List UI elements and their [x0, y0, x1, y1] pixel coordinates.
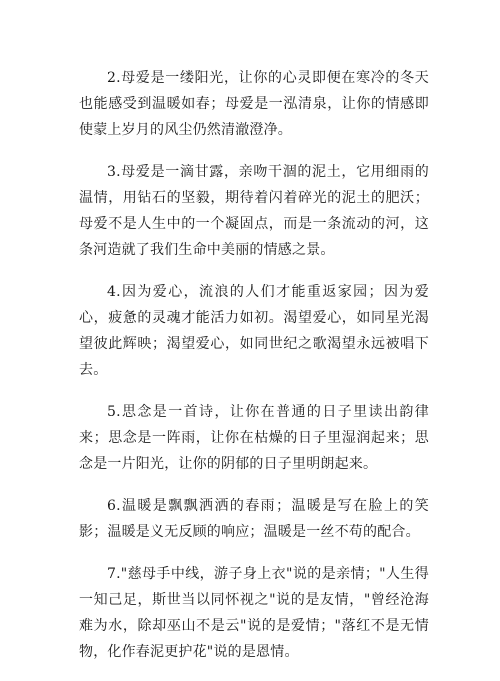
paragraph-7: 7."慈母手中线，游子身上衣"说的是亲情；"人生得一知己足，斯世当以同怀视之"说的是友情，"曾经沧海难为水，除却巫山不是云"说的是爱情；"落红不是无情物，化作春泥更护花"说的是恩情。: [79, 566, 429, 660]
paragraph-2: 2.母爱是一缕阳光，让你的心灵即便在寒冷的冬天也能感受到温暖如春；母爱是一泓清泉，让你的情感即使蒙上岁月的风尘仍然清澈澄净。: [79, 70, 429, 138]
paragraph-4: 4.因为爱心，流浪的人们才能重返家园；因为爱心，疲惫的灵魂才能活力如初。渴望爱心，如同星光渴望彼此辉映；渴望爱心，如同世纪之歌渴望永远被唱下去。: [79, 284, 429, 378]
paragraph-5: 5.思念是一首诗，让你在普通的日子里读出韵律来；思念是一阵雨，让你在枯燥的日子里湿润起来；思念是一片阳光，让你的阴郁的日子里明朗起来。: [79, 404, 429, 472]
paragraph-3: 3.母爱是一滴甘露，亲吻干涸的泥土，它用细雨的温情，用钻石的坚毅，期待着闪着碎光的泥土的肥沃；母爱不是人生中的一个凝固点，而是一条流动的河，这条河造就了我们生命中美丽的情感之景。: [79, 164, 429, 258]
paragraph-6: 6.温暖是飘飘洒洒的春雨；温暖是写在脸上的笑影；温暖是义无反顾的响应；温暖是一丝不苟的配合。: [79, 498, 429, 540]
document-body: [79, 65, 429, 681]
